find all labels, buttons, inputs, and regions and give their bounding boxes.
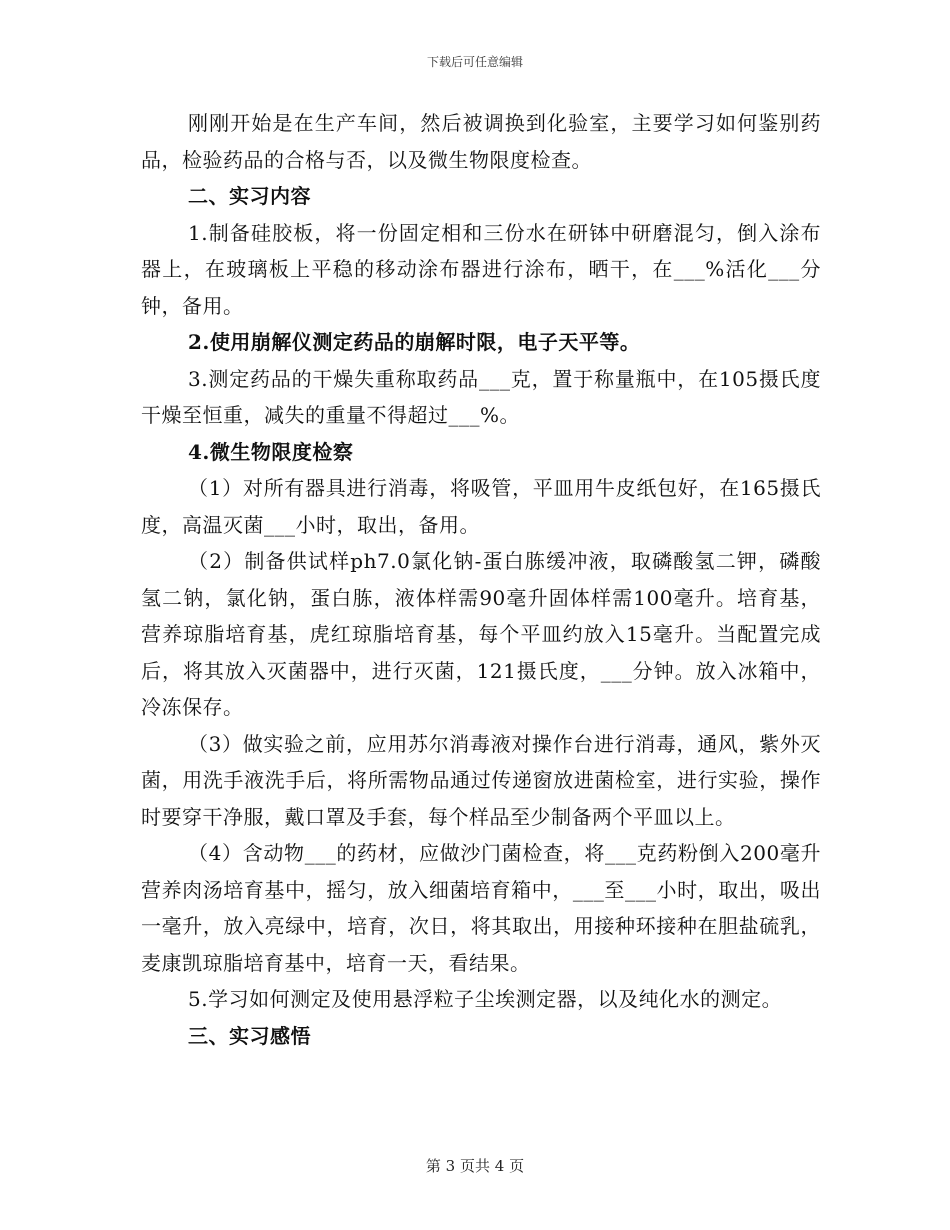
section-heading-internship-content: 二、实习内容 xyxy=(188,184,311,208)
subitem-2-paragraph: （2）制备供试样ph7.0氯化钠-蛋白胨缓冲液，取磷酸氢二钾，磷酸氢二钠，氯化钠，蛋白胨，液体样需90毫升固体样需100毫升。培育基，营养琼脂培育基，虎红琼脂培育基，每个平皿约放入15毫升。当配置完成后，将其放入灭菌器中，进行灭菌，121摄氏度，___分钟。放入冰箱中，冷冻保存。 xyxy=(141,549,821,719)
section-heading-reflection: 三、实习感悟 xyxy=(188,1023,311,1048)
document-body xyxy=(141,105,821,1054)
item-1-paragraph: 1.制备硅胶板，将一份固定相和三份水在研钵中研磨混匀，倒入涂布器上，在玻璃板上平稳的移动涂布器进行涂布，晒干，在___%活化___分钟，备用。 xyxy=(141,220,821,318)
subitem-4-paragraph: （4）含动物___的药材，应做沙门菌检查，将___克药粉倒入200毫升营养肉汤培育基中，摇匀，放入细菌培育箱中，___至___小时，取出，吸出一毫升，放入亮绿中，培育，次日，将其取出，用接种环接种在胆盐硫乳，麦康凯琼脂培育基中，培育一天，看结果。 xyxy=(141,841,821,975)
subitem-1-paragraph: （1）对所有器具进行消毒，将吸管，平皿用牛皮纸包好，在165摄氏度，高温灭菌___小时，取出，备用。 xyxy=(141,476,821,537)
intro-paragraph: 刚刚开始是在生产车间，然后被调换到化验室，主要学习如何鉴别药品，检验药品的合格与否，以及微生物限度检查。 xyxy=(141,111,821,172)
item-5-paragraph: 5.学习如何测定及使用悬浮粒子尘埃测定器，以及纯化水的测定。 xyxy=(188,987,783,1011)
subitem-3-paragraph: （3）做实验之前，应用苏尔消毒液对操作台进行消毒，通风，紫外灭菌，用洗手液洗手后，将所需物品通过传递窗放进菌检室，进行实验，操作时要穿干净服，戴口罩及手套，每个样品至少制备两个平皿以上。 xyxy=(141,731,821,829)
item-2-paragraph: 2.使用崩解仪测定药品的崩解时限，电子天平等。 xyxy=(188,330,641,354)
item-4-heading: 4.微生物限度检察 xyxy=(188,439,354,464)
page-footer: 第 3 页共 4 页 xyxy=(425,1157,525,1175)
item-3-paragraph: 3.测定药品的干燥失重称取药品___克，置于称量瓶中，在105摄氏度干燥至恒重，减失的重量不得超过___%。 xyxy=(141,366,821,427)
page-header: 下载后可任意编辑 xyxy=(426,55,523,69)
